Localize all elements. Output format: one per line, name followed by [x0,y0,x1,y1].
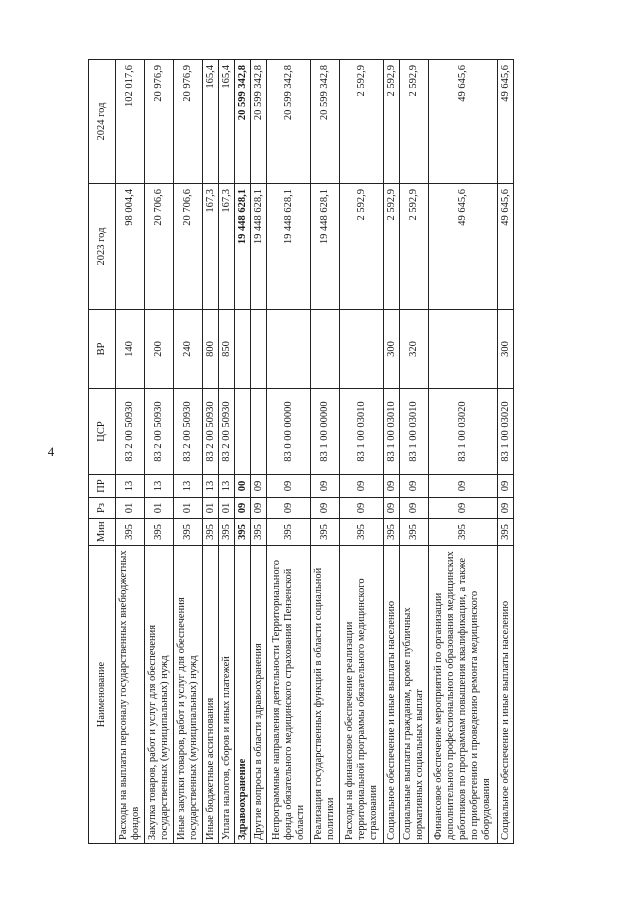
table-row [267,60,311,844]
cell-min: 395 [400,519,429,546]
header-csr: ЦСР [89,389,116,475]
table-row [219,60,235,844]
cell-value-2024: 2 592,9 [340,60,384,184]
cell-rz: 09 [311,498,340,519]
cell-value-2023: 20 706,6 [174,184,203,310]
table-row [203,60,219,844]
cell-rz: 09 [267,498,311,519]
cell-csr: 83 2 00 50930 [174,389,203,475]
cell-rz: 09 [429,498,498,519]
cell-value-2023: 49 645,6 [429,184,498,310]
cell-name: Социальное обеспечение и иные выплаты населению [384,546,400,844]
cell-min: 395 [145,519,174,546]
page-number: 4 [47,444,55,459]
cell-rz: 01 [116,498,145,519]
cell-vr: 140 [116,310,145,389]
cell-csr: 83 1 00 03020 [498,389,514,475]
cell-csr: 83 2 00 50930 [219,389,235,475]
table-row [429,60,498,844]
table-row [251,60,267,844]
cell-vr: 300 [384,310,400,389]
cell-value-2024: 2 592,9 [384,60,400,184]
cell-min: 395 [235,519,251,546]
cell-value-2023: 49 645,6 [498,184,514,310]
cell-csr: 83 1 00 03010 [340,389,384,475]
cell-value-2024: 2 592,9 [400,60,429,184]
cell-vr: 850 [219,310,235,389]
cell-pr: 09 [340,475,384,498]
cell-value-2024: 49 645,6 [498,60,514,184]
cell-value-2024: 20 599 342,8 [267,60,311,184]
cell-name: Социальное обеспечение и иные выплаты населению [498,546,514,844]
cell-csr [235,389,251,475]
cell-rz: 01 [145,498,174,519]
cell-min: 395 [116,519,145,546]
cell-pr: 00 [235,475,251,498]
cell-vr: 240 [174,310,203,389]
table-row [400,60,429,844]
cell-min: 395 [340,519,384,546]
table-row [116,60,145,844]
cell-min: 395 [311,519,340,546]
header-vr: ВР [89,310,116,389]
cell-value-2023: 167,3 [203,184,219,310]
cell-min: 395 [429,519,498,546]
cell-vr: 320 [400,310,429,389]
cell-vr [340,310,384,389]
cell-csr: 83 2 00 50930 [145,389,174,475]
table-row [498,60,514,844]
cell-value-2023: 19 448 628,1 [311,184,340,310]
cell-csr: 83 1 00 03010 [384,389,400,475]
cell-csr: 83 1 00 03020 [429,389,498,475]
cell-csr: 83 1 00 03010 [400,389,429,475]
cell-value-2023: 2 592,9 [400,184,429,310]
cell-value-2023: 19 448 628,1 [235,184,251,310]
budget-table-rotated [88,60,548,844]
cell-min: 395 [384,519,400,546]
cell-rz: 09 [251,498,267,519]
cell-min: 395 [219,519,235,546]
cell-pr: 09 [251,475,267,498]
cell-vr [311,310,340,389]
cell-pr: 13 [174,475,203,498]
cell-value-2023: 2 592,9 [340,184,384,310]
table-row [145,60,174,844]
cell-min: 395 [174,519,203,546]
cell-name: Уплата налогов, сборов и иных платежей [219,546,235,844]
cell-rz: 09 [384,498,400,519]
cell-value-2024: 20 599 342,8 [311,60,340,184]
header-min: Мин [89,519,116,546]
cell-name: Социальные выплаты гражданам, кроме публичных нормативных социальных выплат [400,546,429,844]
cell-pr: 13 [203,475,219,498]
cell-value-2023: 20 706,6 [145,184,174,310]
cell-rz: 01 [219,498,235,519]
cell-value-2023: 98 004,4 [116,184,145,310]
cell-name: Расходы на выплаты персоналу государственных внебюджетных фондов [116,546,145,844]
cell-value-2024: 20 976,9 [174,60,203,184]
cell-rz: 01 [203,498,219,519]
cell-name: Финансовое обеспечение мероприятий по организации дополнительного профессионального образования медицинских работников по программам повышения квалификации, а также по приобретению и проведению ремонта медицинского оборудования [429,546,498,844]
cell-min: 395 [498,519,514,546]
cell-pr: 09 [267,475,311,498]
cell-min: 395 [251,519,267,546]
cell-vr [267,310,311,389]
cell-rz: 09 [498,498,514,519]
cell-name: Непрограммные направления деятельности Территориального фонда обязательного медицинского страхования Пензенской области [267,546,311,844]
cell-value-2024: 20 599 342,8 [251,60,267,184]
cell-pr: 09 [384,475,400,498]
cell-pr: 09 [429,475,498,498]
cell-vr: 200 [145,310,174,389]
cell-value-2024: 165,4 [219,60,235,184]
cell-min: 395 [203,519,219,546]
cell-value-2023: 2 592,9 [384,184,400,310]
cell-vr: 300 [498,310,514,389]
cell-value-2023: 19 448 628,1 [267,184,311,310]
header-2024: 2024 год [89,60,116,184]
cell-value-2024: 102 017,6 [116,60,145,184]
cell-csr: 83 2 00 50930 [116,389,145,475]
cell-value-2023: 19 448 628,1 [251,184,267,310]
header-rz: Рз [89,498,116,519]
cell-value-2024: 20 976,9 [145,60,174,184]
table-header-row [89,60,116,844]
table-row [311,60,340,844]
cell-vr [429,310,498,389]
cell-min: 395 [267,519,311,546]
cell-vr [235,310,251,389]
cell-pr: 13 [116,475,145,498]
cell-vr [251,310,267,389]
cell-pr: 09 [400,475,429,498]
cell-csr: 83 2 00 50930 [203,389,219,475]
cell-name: Здравоохранение [235,546,251,844]
cell-name: Иные бюджетные ассигнования [203,546,219,844]
header-2023: 2023 год [89,184,116,310]
table-row [384,60,400,844]
cell-vr: 800 [203,310,219,389]
cell-pr: 13 [145,475,174,498]
cell-value-2023: 167,3 [219,184,235,310]
cell-pr: 09 [498,475,514,498]
cell-pr: 13 [219,475,235,498]
cell-name: Реализация государственных функций в области социальной политики [311,546,340,844]
table-row [174,60,203,844]
table-row [235,60,251,844]
cell-value-2024: 49 645,6 [429,60,498,184]
cell-csr: 83 0 00 00000 [267,389,311,475]
cell-rz: 09 [400,498,429,519]
budget-table [88,59,514,844]
cell-name: Закупка товаров, работ и услуг для обеспечения государственных (муниципальных) нужд [145,546,174,844]
header-pr: ПР [89,475,116,498]
table-row [340,60,384,844]
cell-name: Расходы на финансовое обеспечение реализации территориальной программы обязательного медицинского страхования [340,546,384,844]
cell-rz: 09 [235,498,251,519]
cell-value-2024: 20 599 342,8 [235,60,251,184]
cell-value-2024: 165,4 [203,60,219,184]
cell-name: Другие вопросы в области здравоохранения [251,546,267,844]
cell-csr: 83 1 00 00000 [311,389,340,475]
cell-rz: 09 [340,498,384,519]
cell-csr [251,389,267,475]
header-name: Наименование [89,546,116,844]
cell-pr: 09 [311,475,340,498]
cell-rz: 01 [174,498,203,519]
cell-name: Иные закупки товаров, работ и услуг для обеспечения государственных (муниципальных) нужд [174,546,203,844]
